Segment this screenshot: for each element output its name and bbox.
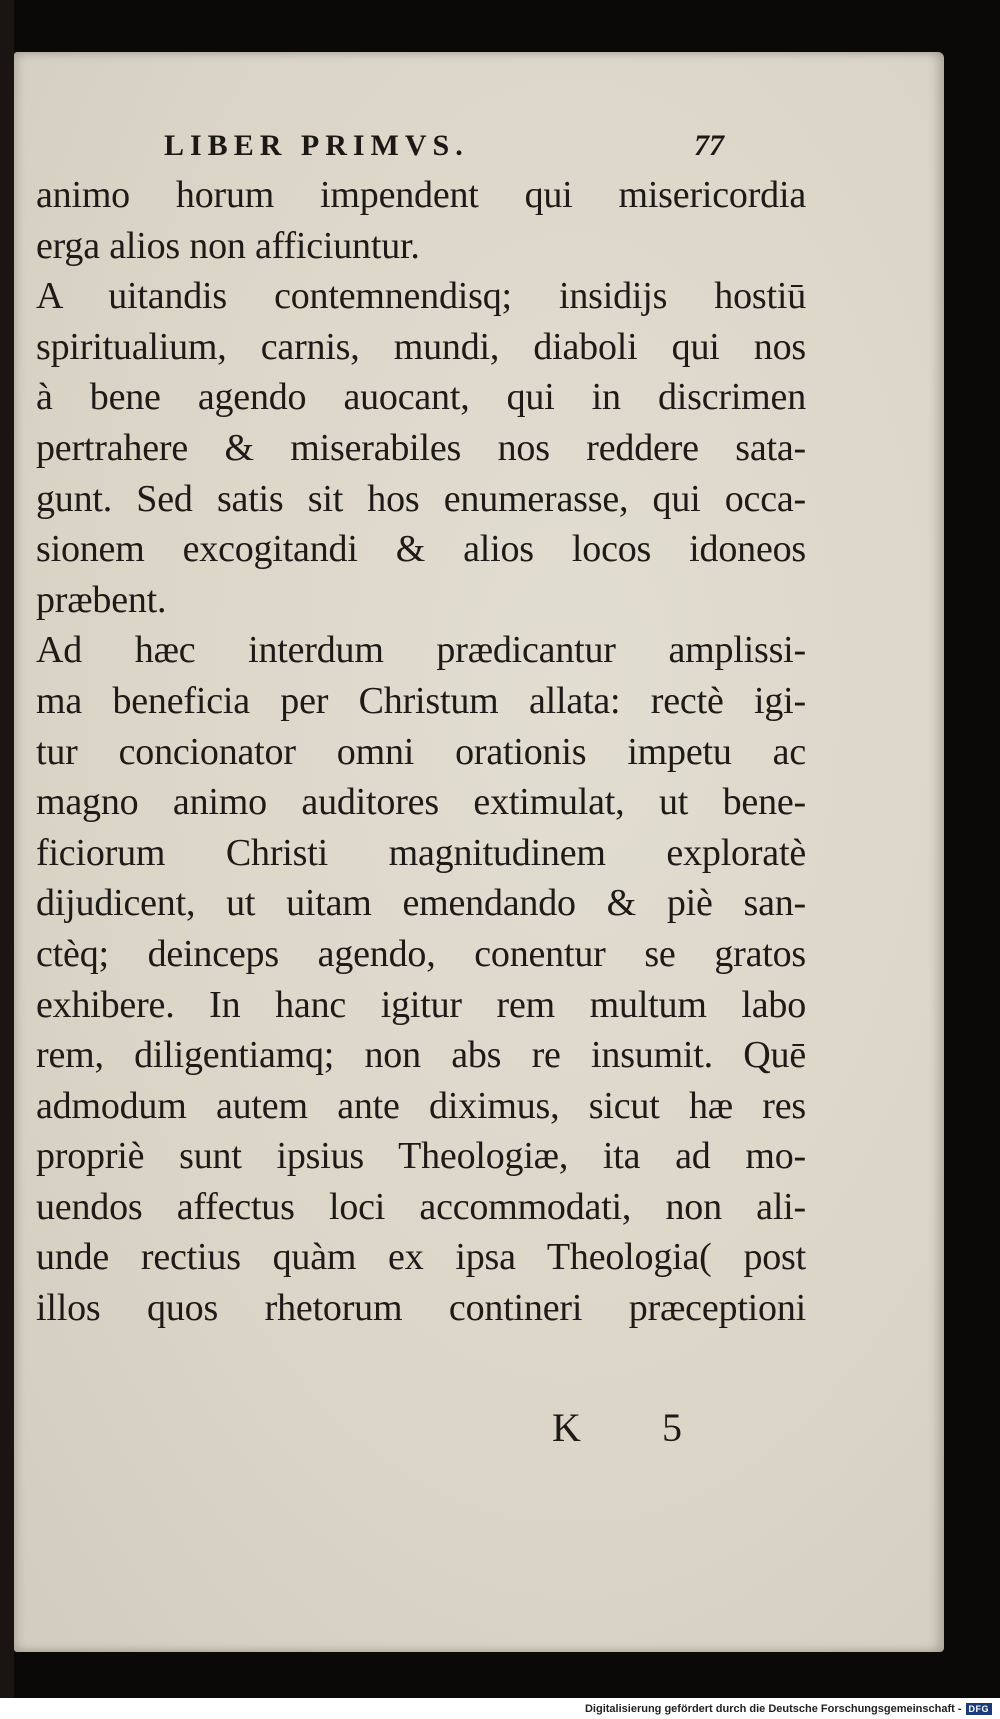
signature-letter: K — [552, 1404, 581, 1450]
book-page — [14, 52, 944, 1652]
text-line: pertrahere & miserabiles nos reddere sata- — [36, 426, 806, 469]
funding-note: Digitalisierung gefördert durch die Deutsche Forschungsgemeinschaft - — [584, 1702, 962, 1715]
text-line: A uitandis contemnendisq; insidijs hostiū — [36, 275, 806, 318]
dfg-logo: DFG — [966, 1703, 993, 1715]
text-line: propriè sunt ipsius Theologiæ, ita ad mo- — [36, 1135, 806, 1178]
body-text — [36, 170, 806, 1334]
text-line: animo horum impendent qui misericordia — [36, 174, 806, 216]
book-edge — [0, 0, 14, 1719]
text-line: sionem excogitandi & alios locos idoneos — [36, 528, 806, 571]
text-line: magno animo auditores extimulat, ut bene- — [36, 781, 806, 824]
text-line: erga alios non afficiuntur. — [36, 224, 420, 267]
text-line: ctèq; deinceps agendo, conentur se gratos — [36, 932, 806, 975]
text-line: à bene agendo auocant, qui in discrimen — [36, 376, 806, 419]
text-line: ma beneficia per Christum allata: rectè igi- — [36, 679, 806, 722]
running-title: LIBER PRIMVS. — [164, 129, 469, 162]
text-line: illos quos rhetorum contineri præceptioni — [36, 1287, 806, 1330]
text-line: rem, diligentiamq; non abs re insumit. Quē — [36, 1034, 806, 1077]
text-line: tur concionator omni orationis impetu ac — [36, 730, 806, 773]
page-number: 77 — [694, 129, 724, 162]
signature-number: 5 — [662, 1404, 682, 1450]
text-line: dijudicent, ut uitam emendando & piè san- — [36, 882, 806, 925]
text-line: præbent. — [36, 578, 167, 621]
text-line: gunt. Sed satis sit hos enumerasse, qui occa- — [36, 477, 806, 520]
text-line: exhibere. In hanc igitur rem multum labo — [36, 983, 806, 1026]
running-head — [164, 124, 724, 168]
text-line: uendos affectus loci accommodati, non ali- — [36, 1185, 806, 1228]
text-line: Ad hæc interdum prædicantur amplissi- — [36, 629, 806, 672]
text-line: unde rectius quàm ex ipsa Theologia( post — [36, 1236, 806, 1279]
text-line: admodum autem ante diximus, sicut hæ res — [36, 1084, 806, 1127]
text-line: ficiorum Christi magnitudinem exploratè — [36, 831, 806, 874]
funding-footer — [0, 1698, 1000, 1719]
text-line: spiritualium, carnis, mundi, diaboli qui nos — [36, 325, 806, 368]
signature-mark — [552, 1402, 682, 1452]
